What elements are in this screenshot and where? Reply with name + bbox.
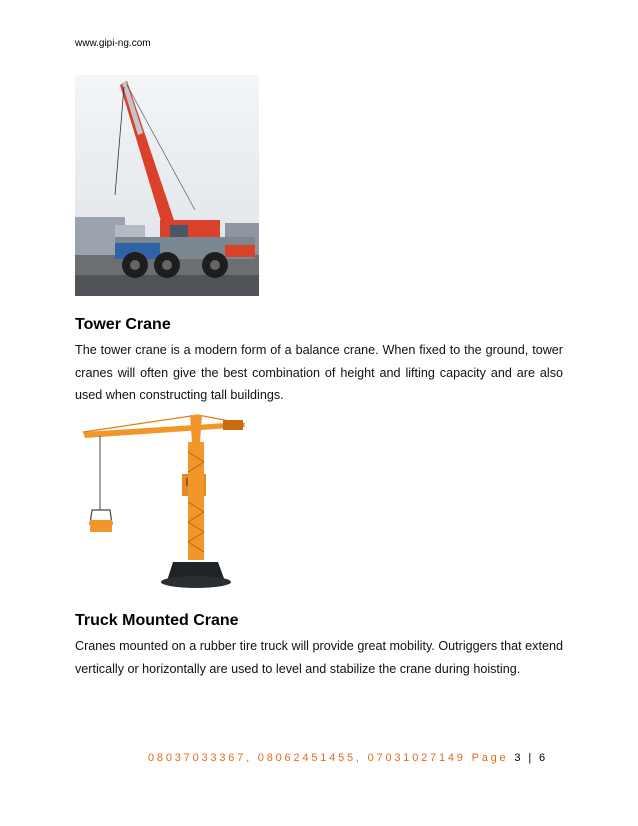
footer-phones: 08037033367, 08062451455, 07031027149 [148, 752, 466, 764]
section-text-truck-mounted-crane: Cranes mounted on a rubber tire truck will provide great mobility. Outriggers that extend vertically or horizontally are used to level and stabilize the crane during hoisting. [75, 639, 563, 676]
mobile-crane-image [75, 75, 259, 296]
section-heading-tower-crane: Tower Crane [75, 316, 171, 333]
tower-crane-image [78, 412, 258, 590]
header-url: www.gipi-ng.com [75, 38, 151, 49]
section-text-tower-crane: The tower crane is a modern form of a balance crane. When fixed to the ground, tower cranes will often give the best combination of height and lifting capacity and are also used when constructing tall buildings. [75, 343, 563, 402]
footer-separator: | [528, 752, 532, 764]
footer-page-number: 3 [514, 752, 521, 764]
page-footer [148, 752, 545, 764]
footer-page-word: Page [471, 752, 509, 764]
section-heading-truck-mounted-crane: Truck Mounted Crane [75, 612, 239, 629]
footer-total-pages: 6 [539, 752, 546, 764]
